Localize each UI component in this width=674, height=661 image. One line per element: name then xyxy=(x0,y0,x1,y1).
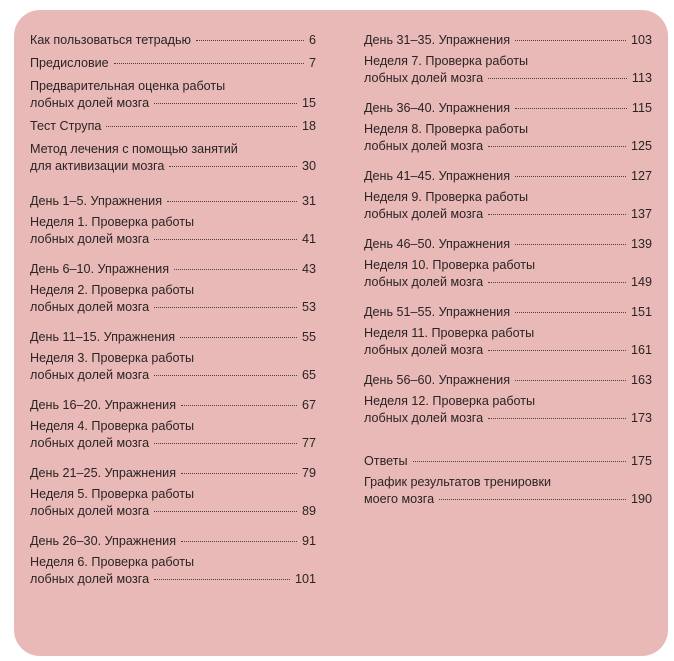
dot-leader xyxy=(488,214,626,215)
toc-entry-title: лобных долей мозга xyxy=(364,411,484,425)
toc-page-number: 101 xyxy=(294,572,316,586)
toc-page-number: 30 xyxy=(301,159,316,173)
toc-entry-title: Неделя 7. Проверка работы xyxy=(364,54,529,68)
toc-page-number: 41 xyxy=(301,232,316,246)
toc-entry[interactable] xyxy=(364,257,652,291)
toc-entry[interactable] xyxy=(364,372,652,389)
toc-entry-title: Неделя 10. Проверка работы xyxy=(364,258,536,272)
dot-leader xyxy=(196,40,304,41)
dot-leader xyxy=(154,307,297,308)
toc-entry[interactable] xyxy=(30,554,316,588)
dot-leader xyxy=(413,461,626,462)
toc-page-number: 91 xyxy=(301,534,316,548)
toc-entry-title: Неделя 3. Проверка работы xyxy=(30,351,195,365)
toc-page-number: 173 xyxy=(630,411,652,425)
toc-entry-title: Неделя 11. Проверка работы xyxy=(364,326,535,340)
toc-entry[interactable] xyxy=(30,78,316,112)
toc-entry[interactable] xyxy=(30,118,316,135)
toc-entry-title: Предварительная оценка работы xyxy=(30,79,226,93)
toc-entry-title: Неделя 12. Проверка работы xyxy=(364,394,536,408)
toc-entry[interactable] xyxy=(30,397,316,414)
toc-page-number: 103 xyxy=(630,33,652,47)
toc-entry-title: лобных долей мозга xyxy=(30,572,150,586)
dot-leader xyxy=(515,312,626,313)
toc-page-number: 89 xyxy=(301,504,316,518)
toc-page-number: 115 xyxy=(631,101,652,115)
toc-entry-title: лобных долей мозга xyxy=(364,207,484,221)
toc-entry-title: День 56–60. Упражнения xyxy=(364,373,511,387)
toc-entry-title: Метод лечения с помощью занятий xyxy=(30,142,238,156)
dot-leader xyxy=(154,103,297,104)
dot-leader xyxy=(180,337,297,338)
toc-entry-title: лобных долей мозга xyxy=(364,275,484,289)
toc-entry[interactable] xyxy=(30,486,316,520)
toc-entry-title: лобных долей мозга xyxy=(364,343,484,357)
toc-panel xyxy=(14,10,668,656)
toc-entry-title: График результатов тренировки xyxy=(364,475,552,489)
toc-entry-title: День 41–45. Упражнения xyxy=(364,169,511,183)
toc-page-number: 18 xyxy=(301,119,316,133)
toc-entry[interactable] xyxy=(30,214,316,248)
toc-page-number: 43 xyxy=(301,262,316,276)
toc-entry-title: День 46–50. Упражнения xyxy=(364,237,511,251)
toc-entry-title: Неделя 2. Проверка работы xyxy=(30,283,195,297)
dot-leader xyxy=(167,201,297,202)
dot-leader xyxy=(154,375,297,376)
dot-leader xyxy=(488,418,626,419)
toc-entry-title: лобных долей мозга xyxy=(30,300,150,314)
toc-page-number: 15 xyxy=(301,96,316,110)
toc-column-left xyxy=(30,32,316,588)
toc-entry-title: лобных долей мозга xyxy=(364,139,484,153)
toc-entry-title: Неделя 6. Проверка работы xyxy=(30,555,195,569)
toc-entry-title: День 31–35. Упражнения xyxy=(364,33,511,47)
toc-entry[interactable] xyxy=(364,304,652,321)
toc-entry-title: моего мозга xyxy=(364,492,435,506)
toc-entry-title: Неделя 9. Проверка работы xyxy=(364,190,529,204)
dot-leader xyxy=(169,166,297,167)
toc-entry-title: День 11–15. Упражнения xyxy=(30,330,176,344)
toc-page-number: 161 xyxy=(630,343,652,357)
dot-leader xyxy=(181,473,297,474)
toc-entry-title: День 36–40. Упражнения xyxy=(364,101,511,115)
toc-entry[interactable] xyxy=(30,329,316,346)
toc-page-number: 125 xyxy=(630,139,652,153)
dot-leader xyxy=(515,380,626,381)
toc-entry[interactable] xyxy=(364,121,652,155)
toc-entry[interactable] xyxy=(30,282,316,316)
toc-entry-title: Неделя 1. Проверка работы xyxy=(30,215,195,229)
toc-entry-title: лобных долей мозга xyxy=(30,504,150,518)
toc-entry[interactable] xyxy=(30,533,316,550)
toc-entry[interactable] xyxy=(30,32,316,49)
dot-leader xyxy=(515,40,626,41)
dot-leader xyxy=(106,126,297,127)
toc-entry-title: лобных долей мозга xyxy=(30,368,150,382)
toc-entry-title: День 6–10. Упражнения xyxy=(30,262,170,276)
dot-leader xyxy=(515,108,627,109)
dot-leader xyxy=(515,244,626,245)
toc-entry[interactable] xyxy=(30,465,316,482)
toc-entry-title: Тест Струпа xyxy=(30,119,102,133)
toc-page-number: 67 xyxy=(301,398,316,412)
toc-entry[interactable] xyxy=(364,168,652,185)
dot-leader xyxy=(181,405,297,406)
dot-leader xyxy=(154,239,297,240)
toc-entry-title: для активизации мозга xyxy=(30,159,165,173)
toc-entry-title: лобных долей мозга xyxy=(364,71,484,85)
toc-page-number: 55 xyxy=(301,330,316,344)
dot-leader xyxy=(114,63,304,64)
toc-entry[interactable] xyxy=(364,453,652,470)
toc-entry[interactable] xyxy=(30,350,316,384)
toc-page-number: 53 xyxy=(301,300,316,314)
toc-page-number: 127 xyxy=(630,169,652,183)
toc-entry[interactable] xyxy=(364,325,652,359)
dot-leader xyxy=(488,350,626,351)
toc-entry-title: День 26–30. Упражнения xyxy=(30,534,177,548)
dot-leader xyxy=(515,176,626,177)
toc-entry[interactable] xyxy=(30,55,316,72)
toc-entry-title: День 21–25. Упражнения xyxy=(30,466,177,480)
dot-leader xyxy=(488,282,626,283)
toc-entry[interactable] xyxy=(30,141,316,175)
toc-page-number: 190 xyxy=(630,492,652,506)
toc-entry[interactable] xyxy=(364,100,652,117)
toc-entry[interactable] xyxy=(30,193,316,210)
toc-entry[interactable] xyxy=(364,32,652,49)
toc-page-number: 175 xyxy=(630,454,652,468)
toc-page-number: 65 xyxy=(301,368,316,382)
toc-page-number: 113 xyxy=(631,71,652,85)
toc-page-number: 137 xyxy=(630,207,652,221)
toc-column-right xyxy=(364,32,652,508)
toc-entry-title: Неделя 4. Проверка работы xyxy=(30,419,195,433)
toc-entry-title: Неделя 8. Проверка работы xyxy=(364,122,529,136)
toc-entry-title: лобных долей мозга xyxy=(30,232,150,246)
dot-leader xyxy=(488,78,627,79)
toc-entry[interactable] xyxy=(30,418,316,452)
dot-leader xyxy=(154,511,297,512)
toc-entry-title: Неделя 5. Проверка работы xyxy=(30,487,195,501)
dot-leader xyxy=(181,541,297,542)
toc-page-number: 139 xyxy=(630,237,652,251)
toc-entry[interactable] xyxy=(364,189,652,223)
toc-page-number: 31 xyxy=(301,194,316,208)
toc-entry[interactable] xyxy=(30,261,316,278)
dot-leader xyxy=(154,579,290,580)
dot-leader xyxy=(154,443,297,444)
toc-entry-title: День 51–55. Упражнения xyxy=(364,305,511,319)
toc-page-number: 79 xyxy=(301,466,316,480)
toc-entry-title: Как пользоваться тетрадью xyxy=(30,33,192,47)
dot-leader xyxy=(174,269,297,270)
toc-entry[interactable] xyxy=(364,393,652,427)
dot-leader xyxy=(488,146,626,147)
toc-entry[interactable] xyxy=(364,236,652,253)
toc-page-number: 149 xyxy=(630,275,652,289)
toc-page-number: 7 xyxy=(308,56,316,70)
toc-page-number: 151 xyxy=(630,305,652,319)
toc-entry-title: лобных долей мозга xyxy=(30,436,150,450)
toc-entry[interactable] xyxy=(364,53,652,87)
toc-entry-title: День 16–20. Упражнения xyxy=(30,398,177,412)
toc-entry-title: Предисловие xyxy=(30,56,109,70)
toc-entry-title: лобных долей мозга xyxy=(30,96,150,110)
toc-entry-title: Ответы xyxy=(364,454,408,468)
toc-page-number: 6 xyxy=(308,33,316,47)
dot-leader xyxy=(439,499,626,500)
toc-page-number: 163 xyxy=(630,373,652,387)
toc-entry-title: День 1–5. Упражнения xyxy=(30,194,163,208)
toc-entry[interactable] xyxy=(364,474,652,508)
toc-page-number: 77 xyxy=(301,436,316,450)
